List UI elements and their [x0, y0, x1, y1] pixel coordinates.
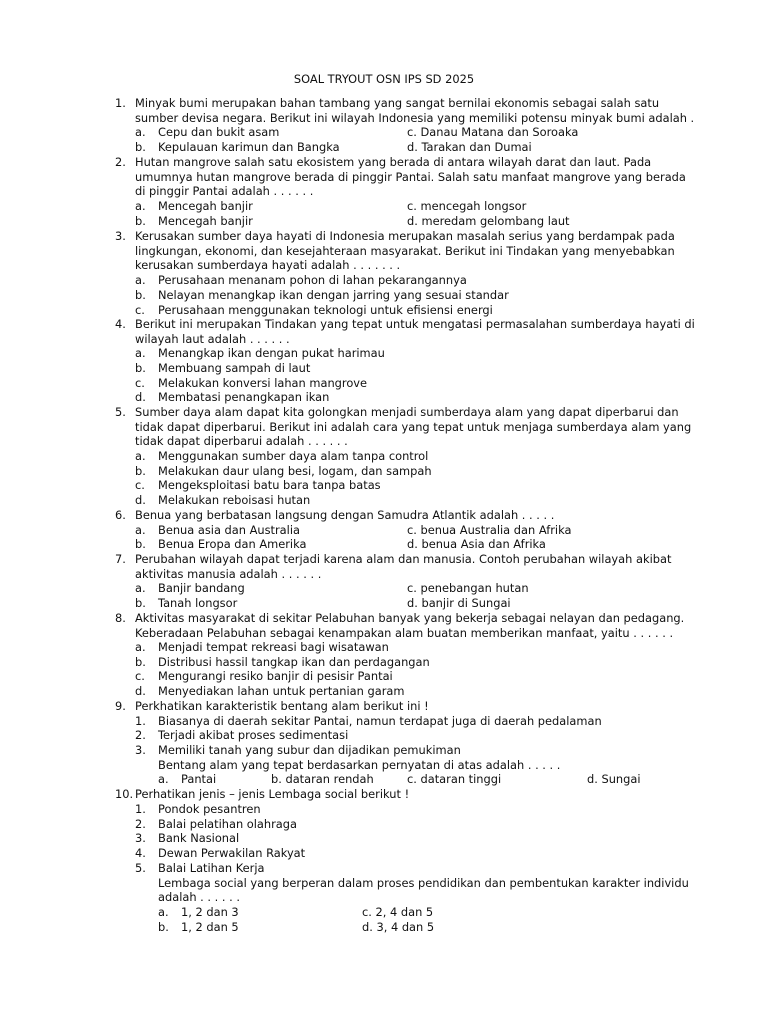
document-title: SOAL TRYOUT OSN IPS SD 2025 — [293, 72, 475, 86]
option-text: d. Sungai — [587, 772, 641, 786]
option-letter: a. — [135, 125, 146, 139]
option-letter: a. — [135, 581, 146, 595]
item-text: Balai pelatihan olahraga — [158, 817, 297, 831]
question-text: Benua yang berbatasan langsung dengan Samudra Atlantik adalah . . . . . — [135, 508, 555, 522]
option-letter: a. — [158, 772, 169, 786]
option-text: Tanah longsor — [158, 596, 238, 610]
question-number: 7. — [115, 552, 126, 566]
option-letter: b. — [135, 361, 146, 375]
option-letter: c. — [135, 478, 145, 492]
option-text: Perusahaan menanam pohon di lahan pekarangannya — [158, 273, 467, 287]
item-number: 2. — [135, 728, 146, 742]
item-text: Biasanya di daerah sekitar Pantai, namun terdapat juga di daerah pedalaman — [158, 714, 602, 728]
question-stem: adalah . . . . . . — [158, 890, 241, 904]
question-number: 4. — [115, 317, 126, 331]
option-text: Membuang sampah di laut — [158, 361, 311, 375]
option-text: c. Danau Matana dan Soroaka — [407, 125, 579, 139]
question-number: 6. — [115, 508, 126, 522]
option-text: Benua Eropa dan Amerika — [158, 537, 307, 551]
question-stem: Bentang alam yang tepat berdasarkan pernyatan di atas adalah . . . . . — [158, 758, 561, 772]
option-text: Perusahaan menggunakan teknologi untuk efisiensi energi — [158, 303, 493, 317]
option-text: c. 2, 4 dan 5 — [362, 905, 434, 919]
option-text: Mengurangi resiko banjir di pesisir Pantai — [158, 669, 393, 683]
option-text: Mencegah banjir — [158, 199, 253, 213]
item-number: 3. — [135, 831, 146, 845]
option-letter: c. — [135, 669, 145, 683]
option-letter: a. — [135, 523, 146, 537]
option-text: c. benua Australia dan Afrika — [407, 523, 572, 537]
option-text: Menangkap ikan dengan pukat harimau — [158, 346, 385, 360]
item-number: 1. — [135, 714, 146, 728]
question-number: 2. — [115, 155, 126, 169]
option-letter: a. — [135, 199, 146, 213]
option-letter: b. — [135, 655, 146, 669]
item-text: Bank Nasional — [158, 831, 240, 845]
item-text: Dewan Perwakilan Rakyat — [158, 846, 306, 860]
option-text: Banjir bandang — [158, 581, 245, 595]
option-text: c. mencegah longsor — [407, 199, 527, 213]
item-number: 4. — [135, 846, 146, 860]
item-number: 3. — [135, 743, 146, 757]
option-text: Distribusi hassil tangkap ikan dan perdagangan — [158, 655, 430, 669]
option-letter: a. — [135, 273, 146, 287]
option-letter: c. — [135, 376, 145, 390]
option-letter: b. — [158, 920, 169, 934]
option-letter: a. — [135, 449, 146, 463]
option-text: Menyediakan lahan untuk pertanian garam — [158, 684, 405, 698]
option-letter: b. — [135, 214, 146, 228]
option-text: Kepulauan karimun dan Bangka — [158, 140, 340, 154]
option-letter: b. — [135, 537, 146, 551]
option-text: Mengeksploitasi batu bara tanpa batas — [158, 478, 381, 492]
option-letter: d. — [135, 684, 146, 698]
option-letter: a. — [135, 640, 146, 654]
option-text: 1, 2 dan 3 — [181, 905, 239, 919]
option-text: c. dataran tinggi — [407, 772, 502, 786]
option-text: b. dataran rendah — [271, 772, 374, 786]
option-letter: d. — [135, 493, 146, 507]
option-text: Menggunakan sumber daya alam tanpa control — [158, 449, 429, 463]
item-number: 5. — [135, 861, 146, 875]
option-letter: c. — [135, 303, 145, 317]
question-text: Perubahan wilayah dapat terjadi karena alam dan manusia. Contoh perubahan wilayah akibat aktivitas manusia adalah . . . . . . — [135, 552, 672, 581]
option-text: Cepu dan bukit asam — [158, 125, 280, 139]
option-text: Nelayan menangkap ikan dengan jarring yang sesuai standar — [158, 288, 509, 302]
question-text: Perhatikan jenis – jenis Lembaga social berikut ! — [135, 787, 410, 801]
item-text: Pondok pesantren — [158, 802, 261, 816]
question-text: Perkhatikan karakteristik bentang alam berikut ini ! — [135, 699, 429, 713]
question-text: Kerusakan sumber daya hayati di Indonesia merupakan masalah serius yang berdampak pada lingkungan, ekonomi, dan kesejahteraan masyarakat. Berikut ini Tindakan yang menyebabkan kerusakan sumberdaya hayati adalah . . . . . . . — [135, 229, 675, 273]
question-number: 5. — [115, 405, 126, 419]
question-number: 1. — [115, 96, 126, 110]
option-text: Mencegah banjir — [158, 214, 253, 228]
option-text: Pantai — [181, 772, 217, 786]
option-letter: a. — [135, 346, 146, 360]
item-text: Memiliki tanah yang subur dan dijadikan pemukiman — [158, 743, 461, 757]
question-number: 8. — [115, 611, 126, 625]
item-text: Terjadi akibat proses sedimentasi — [158, 728, 349, 742]
option-text: Menjadi tempat rekreasi bagi wisatawan — [158, 640, 389, 654]
option-text: d. benua Asia dan Afrika — [407, 537, 546, 551]
option-text: Membatasi penangkapan ikan — [158, 390, 330, 404]
option-text: d. Tarakan dan Dumai — [407, 140, 532, 154]
question-number: 9. — [115, 699, 126, 713]
option-text: 1, 2 dan 5 — [181, 920, 239, 934]
question-text: Aktivitas masyarakat di sekitar Pelabuhan banyak yang bekerja sebagai nelayan dan pedagang. Keberadaan Pelabuhan sebagai kenampakan alam buatan memberikan manfaat, yaitu . . . . . . — [135, 611, 685, 640]
option-text: d. 3, 4 dan 5 — [362, 920, 435, 934]
question-text: Hutan mangrove salah satu ekosistem yang berada di antara wilayah darat dan laut. Pada umumnya hutan mangrove berada di pinggir Pantai. Salah satu manfaat mangrove yang berada di pinggir Pantai adalah . . . . . . — [135, 155, 686, 199]
option-letter: d. — [135, 390, 146, 404]
option-text: Melakukan konversi lahan mangrove — [158, 376, 368, 390]
option-text: d. meredam gelombang laut — [407, 214, 570, 228]
option-letter: b. — [135, 596, 146, 610]
option-text: c. penebangan hutan — [407, 581, 529, 595]
question-number: 10. — [115, 787, 134, 801]
option-letter: a. — [158, 905, 169, 919]
item-text: Balai Latihan Kerja — [158, 861, 265, 875]
question-text: Berikut ini merupakan Tindakan yang tepat untuk mengatasi permasalahan sumberdaya hayati di wilayah laut adalah . . . . . . — [135, 317, 695, 346]
option-letter: b. — [135, 288, 146, 302]
question-text: Sumber daya alam dapat kita golongkan menjadi sumberdaya alam yang dapat diperbarui dan tidak dapat diperbarui. Berikut ini adalah cara yang tepat untuk menjaga sumberdaya alam yang tidak dapat diperbarui adalah . . . . . . — [135, 405, 692, 449]
option-text: Melakukan reboisasi hutan — [158, 493, 311, 507]
option-text: Benua asia dan Australia — [158, 523, 300, 537]
item-number: 1. — [135, 802, 146, 816]
option-text: d. banjir di Sungai — [407, 596, 511, 610]
question-number: 3. — [115, 229, 126, 243]
item-number: 2. — [135, 817, 146, 831]
option-letter: b. — [135, 464, 146, 478]
option-letter: b. — [135, 140, 146, 154]
question-text: Minyak bumi merupakan bahan tambang yang sangat bernilai ekonomis sebagai salah satu sumber devisa negara. Berikut ini wilayah Indonesia yang memiliki potensu minyak bumi adalah . — [135, 96, 695, 125]
question-stem: Lembaga social yang berperan dalam proses pendidikan dan pembentukan karakter individu — [158, 876, 689, 890]
option-text: Melakukan daur ulang besi, logam, dan sampah — [158, 464, 432, 478]
